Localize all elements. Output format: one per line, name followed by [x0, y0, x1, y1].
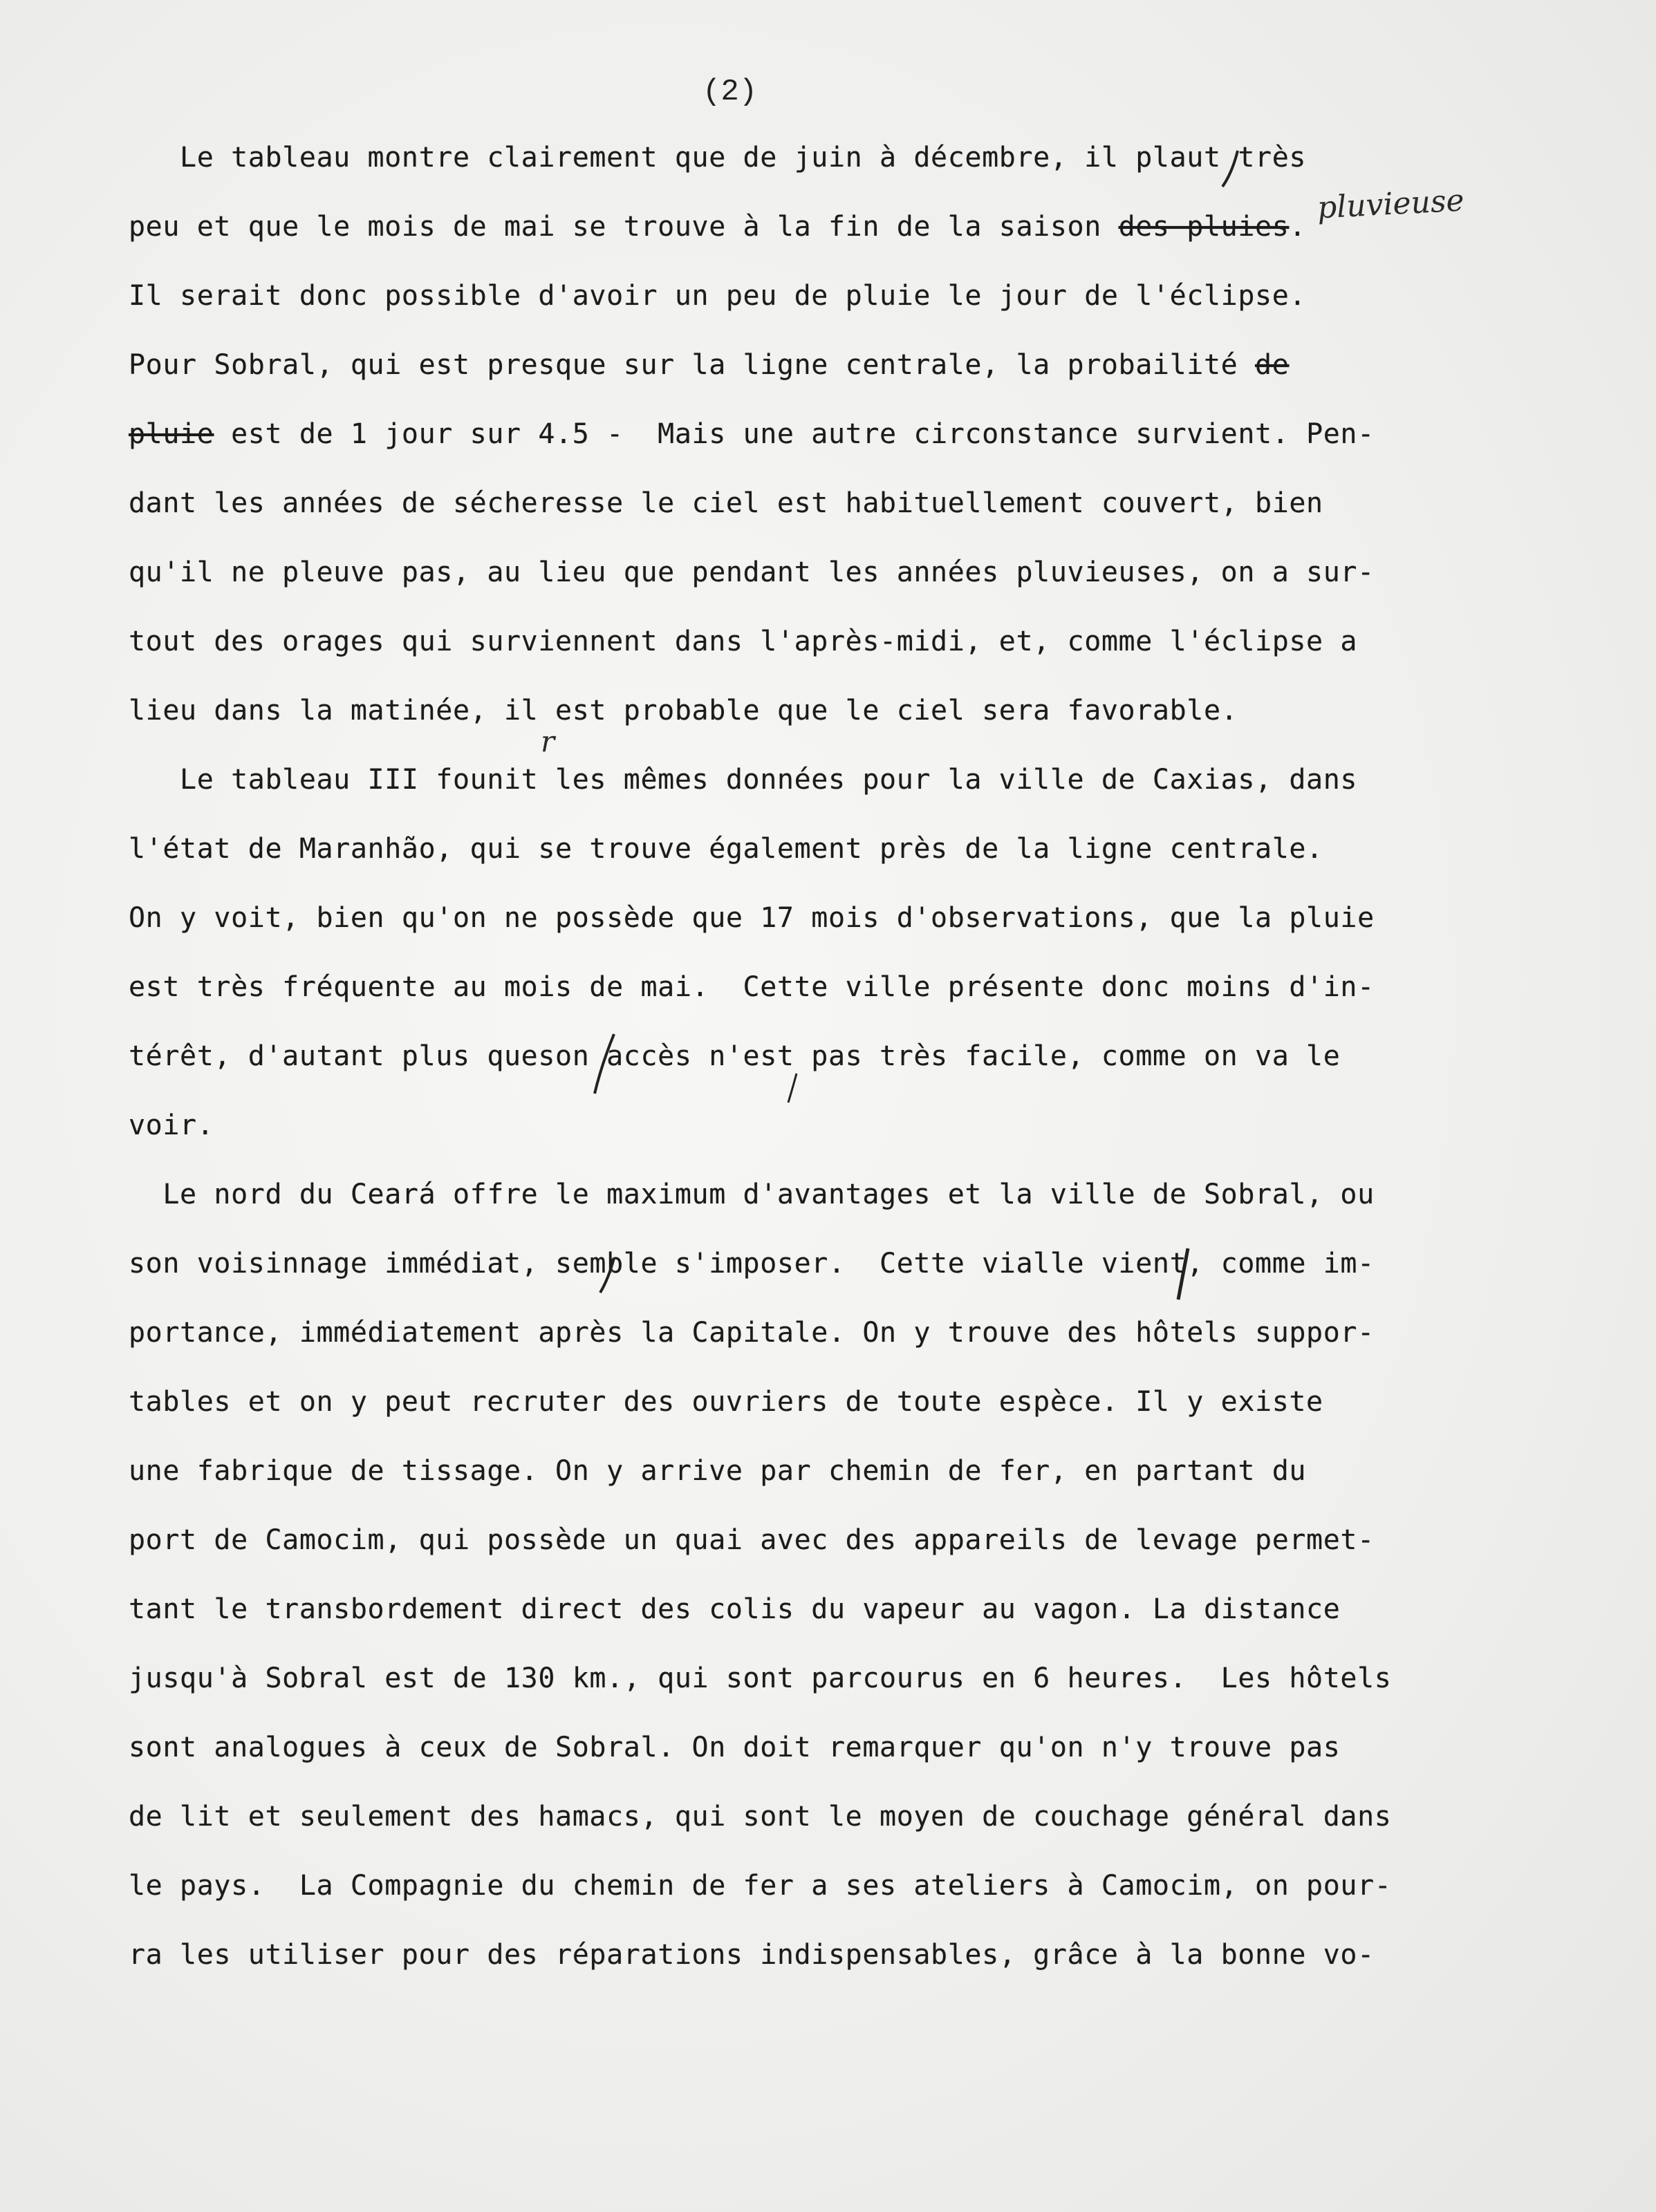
text-line: térêt, d'autant plus queson accès n'est pas très facile, comme on va le — [129, 1040, 1341, 1072]
text-line: port de Camocim, qui possède un quai avec des appareils de levage permet- — [129, 1524, 1375, 1556]
handwritten-insertion: pluvieuse — [1316, 182, 1465, 226]
text-line — [129, 418, 1375, 450]
text-line: dant les années de sécheresse le ciel est habituellement couvert, bien — [129, 487, 1323, 519]
text-line: qu'il ne pleuve pas, au lieu que pendant les années pluvieuses, on a sur- — [129, 556, 1375, 588]
struck-text: des pluies — [1118, 211, 1290, 243]
text-line: tout des orages qui surviennent dans l'après-midi, et, comme l'éclipse a — [129, 626, 1358, 657]
period: . — [1289, 211, 1307, 243]
struck-text: pluie — [129, 418, 214, 450]
text-line: jusqu'à Sobral est de 130 km., qui sont parcourus en 6 heures. Les hôtels — [129, 1662, 1392, 1694]
text-line: tant le transbordement direct des colis du vapeur au vagon. La distance — [129, 1593, 1341, 1625]
text-line: Le tableau montre clairement que de juin à décembre, il plaut très — [129, 142, 1307, 174]
text-line: Le nord du Ceará offre le maximum d'avantages et la ville de Sobral, ou — [129, 1179, 1375, 1210]
text-segment: Pour Sobral, qui est presque sur la ligne centrale, la probailité — [129, 349, 1256, 381]
text-segment: peu et que le mois de mai se trouve à la fin de la saison — [129, 211, 1119, 243]
text-line: sont analogues à ceux de Sobral. On doit remarquer qu'on n'y trouve pas — [129, 1732, 1341, 1763]
apostrophe-mark — [781, 1068, 809, 1116]
text-line: l'état de Maranhão, qui se trouve également près de la ligne centrale. — [129, 833, 1323, 865]
text-line: lieu dans la matinée, il est probable que le ciel sera favorable. — [129, 695, 1238, 727]
text-line: Le tableau III founit les mêmes données pour la ville de Caxias, dans — [129, 764, 1358, 796]
text-segment: est de 1 jour sur 4.5 - Mais une autre circonstance survient. Pen- — [214, 418, 1375, 450]
text-line — [129, 349, 1289, 381]
struck-text: de — [1255, 349, 1290, 381]
text-line: le pays. La Compagnie du chemin de fer a ses ateliers à Camocim, on pour- — [129, 1870, 1392, 1902]
text-line: voir. — [129, 1109, 214, 1141]
page-number: (2) — [703, 75, 758, 109]
text-line: ra les utiliser pour des réparations indispensables, grâce à la bonne vo- — [129, 1939, 1375, 1971]
text-line: est très fréquente au mois de mai. Cette ville présente donc moins d'in- — [129, 971, 1375, 1003]
text-line: tables et on y peut recruter des ouvriers de toute espèce. Il y existe — [129, 1386, 1323, 1418]
text-line: On y voit, bien qu'on ne possède que 17 mois d'observations, que la pluie — [129, 902, 1375, 934]
text-line: une fabrique de tissage. On y arrive par chemin de fer, en partant du — [129, 1455, 1307, 1487]
text-line: de lit et seulement des hamacs, qui sont le moyen de couchage général dans — [129, 1801, 1392, 1833]
text-line: portance, immédiatement après la Capitale. On y trouve des hôtels suppor- — [129, 1317, 1375, 1349]
handwritten-insertion: r — [541, 724, 555, 758]
text-line: Il serait donc possible d'avoir un peu de pluie le jour de l'éclipse. — [129, 280, 1307, 312]
text-line: son voisinnage immédiat, semble s'imposer. Cette vialle vient, comme im- — [129, 1248, 1375, 1280]
text-line — [129, 211, 1306, 243]
